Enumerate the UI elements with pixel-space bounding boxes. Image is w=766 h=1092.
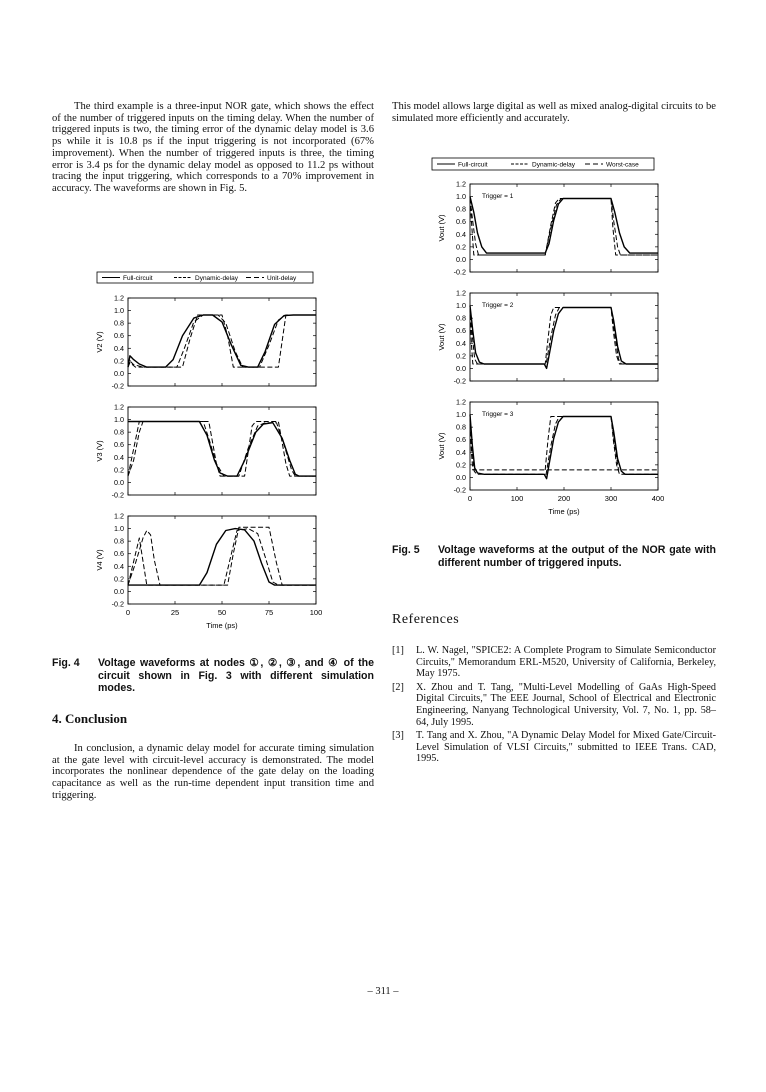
y-tick-label: 0.0 xyxy=(114,586,124,596)
y-tick-label: 0.2 xyxy=(114,574,124,584)
x-tick-label: 200 xyxy=(557,494,571,503)
x-tick-label: 0 xyxy=(125,608,131,617)
y-tick-label: 0.0 xyxy=(456,363,466,373)
series-line xyxy=(128,422,316,477)
y-tick-label: 0.0 xyxy=(456,472,466,482)
reference-item xyxy=(392,730,716,765)
y-tick-label: 1.2 xyxy=(456,288,466,298)
references-heading: References xyxy=(392,612,460,627)
y-tick-label: 0.6 xyxy=(114,549,124,559)
figure-4 xyxy=(80,268,340,648)
series-line xyxy=(128,422,316,477)
reference-number: [2] xyxy=(392,681,404,693)
chart-panel xyxy=(95,512,322,631)
y-tick-label: -0.2 xyxy=(111,490,124,500)
y-tick-label: 0.0 xyxy=(114,368,124,378)
y-tick-label: 0.8 xyxy=(114,318,124,328)
y-tick-label: 1.0 xyxy=(114,524,124,534)
y-tick-label: 0.6 xyxy=(114,440,124,450)
conclusion-section xyxy=(52,743,374,802)
series-line xyxy=(128,529,316,586)
y-tick-label: 0.8 xyxy=(114,536,124,546)
x-tick-label: 300 xyxy=(604,494,618,503)
series-line xyxy=(470,308,658,365)
y-tick-label: 0.2 xyxy=(456,460,466,470)
plot-frame xyxy=(128,516,316,604)
y-tick-label: 0.6 xyxy=(456,217,466,227)
series-line xyxy=(470,306,658,369)
x-tick-label: 100 xyxy=(309,608,323,617)
y-tick-label: -0.2 xyxy=(111,599,124,609)
x-tick-label: 400 xyxy=(651,494,665,503)
y-tick-label: 1.2 xyxy=(456,397,466,407)
y-tick-label: 1.0 xyxy=(114,415,124,425)
x-axis-label: Time (ps) xyxy=(548,507,580,516)
y-axis-label: V4 (V) xyxy=(95,549,104,571)
y-tick-label: 1.0 xyxy=(456,192,466,202)
figure-5-chart xyxy=(420,156,680,531)
panel-annotation: Trigger = 2 xyxy=(482,302,514,309)
x-tick-label: 25 xyxy=(170,608,180,617)
panel-annotation: Trigger = 1 xyxy=(482,193,514,200)
y-tick-label: -0.2 xyxy=(453,267,466,277)
y-axis-label: V2 (V) xyxy=(95,331,104,353)
x-tick-label: 0 xyxy=(467,494,473,503)
series-line xyxy=(128,315,316,367)
legend-label: Dynamic-delay xyxy=(195,275,238,282)
y-tick-label: 0.4 xyxy=(456,447,466,457)
series-line xyxy=(470,199,658,256)
y-tick-label: 0.4 xyxy=(114,452,124,462)
figure-4-chart xyxy=(80,268,340,648)
legend-label: Full-circuit xyxy=(123,275,153,282)
series-line xyxy=(470,199,658,256)
y-tick-label: 1.0 xyxy=(456,410,466,420)
reference-text: T. Tang and X. Zhou, "A Dynamic Delay Model for Mixed Gate/Circuit-Level Simulation of VLSI Circuits," submitted to IEEE Trans. CAD, 1995. xyxy=(416,730,716,765)
y-tick-label: 0.4 xyxy=(456,229,466,239)
figure-5-caption-text: Voltage waveforms at the output of the NOR gate with different number of triggered inputs. xyxy=(438,544,716,569)
y-tick-label: 0.4 xyxy=(114,343,124,353)
model-paragraph: This model allows large digital as well as mixed analog-digital circuits to be simulated more efficiently and accurately. xyxy=(392,101,716,124)
series-line xyxy=(470,197,658,254)
reference-item xyxy=(392,682,716,728)
y-tick-label: 0.2 xyxy=(114,356,124,366)
chart-panel xyxy=(437,289,658,386)
series-line xyxy=(128,422,316,477)
y-tick-label: 0.2 xyxy=(456,242,466,252)
conclusion-heading: 4. Conclusion xyxy=(52,711,128,726)
panel-annotation: Trigger = 3 xyxy=(482,411,514,418)
reference-number: [3] xyxy=(392,730,404,742)
reference-text: X. Zhou and T. Tang, "Multi-Level Modelling of GaAs High-Speed Digital Circuits," The EEE Journal, School of Electrical and Electronic Engineering, Nanyang Technological University, Vol. 7, No. 1, pp. 58–64, July 1995. xyxy=(416,681,716,728)
figure-4-caption-text: Voltage waveforms at nodes ①, ②, ③, and ④ of the circuit shown in Fig. 3 with different simulation modes. xyxy=(98,657,374,695)
figure-5 xyxy=(420,156,680,531)
chart-panel xyxy=(437,398,664,517)
series-line xyxy=(545,417,618,470)
y-tick-label: 0.4 xyxy=(114,561,124,571)
series-line xyxy=(470,308,658,365)
y-tick-label: 0.6 xyxy=(456,326,466,336)
y-tick-label: 1.0 xyxy=(114,306,124,316)
left-column-paragraph xyxy=(52,101,374,195)
x-axis-label: Time (ps) xyxy=(206,621,238,630)
series-line xyxy=(470,417,658,475)
references-list xyxy=(392,645,716,767)
y-axis-label: Vout (V) xyxy=(437,432,446,460)
x-tick-label: 100 xyxy=(510,494,524,503)
legend-label: Worst-case xyxy=(606,161,639,169)
y-tick-label: 0.4 xyxy=(456,338,466,348)
chart-panel xyxy=(95,403,316,500)
legend-label: Dynamic-delay xyxy=(532,161,575,169)
figure-5-caption xyxy=(392,544,716,569)
legend-label: Unit-delay xyxy=(267,275,297,282)
y-tick-label: 0.6 xyxy=(114,331,124,341)
y-axis-label: Vout (V) xyxy=(437,323,446,351)
x-tick-label: 50 xyxy=(217,608,227,617)
y-tick-label: 0.0 xyxy=(114,477,124,487)
y-axis-label: V3 (V) xyxy=(95,440,104,462)
plot-frame xyxy=(128,407,316,495)
series-line xyxy=(470,417,658,470)
y-tick-label: -0.2 xyxy=(453,485,466,495)
page-number: – 311 – xyxy=(367,986,399,997)
reference-item xyxy=(392,645,716,680)
reference-number: [1] xyxy=(392,645,404,656)
y-tick-label: 1.0 xyxy=(456,301,466,311)
y-tick-label: 0.8 xyxy=(456,204,466,214)
y-axis-label: Vout (V) xyxy=(437,214,446,242)
y-tick-label: 0.2 xyxy=(456,351,466,361)
conclusion-paragraph: In conclusion, a dynamic delay model for accurate timing simulation at the gate level with circuit-level accuracy is demonstrated. The model incorporates the nonlinear dependence of the gate delay on the loading capacitance as well as the run-time dependent input transition time and triggering. xyxy=(52,743,374,801)
y-tick-label: -0.2 xyxy=(453,376,466,386)
figure-5-caption-label: Fig. 5 xyxy=(392,544,420,556)
figure-4-caption xyxy=(52,657,374,695)
y-tick-label: 1.2 xyxy=(114,293,124,303)
x-tick-label: 75 xyxy=(264,608,274,617)
y-tick-label: 0.8 xyxy=(456,422,466,432)
plot-frame xyxy=(128,298,316,386)
y-tick-label: 1.2 xyxy=(456,179,466,189)
y-tick-label: 0.6 xyxy=(456,435,466,445)
chart-panel xyxy=(95,294,316,391)
figure-4-caption-label: Fig. 4 xyxy=(52,657,80,669)
y-tick-label: -0.2 xyxy=(111,381,124,391)
y-tick-label: 0.8 xyxy=(456,313,466,323)
y-tick-label: 0.8 xyxy=(114,427,124,437)
right-column-paragraph xyxy=(392,101,716,124)
legend-label: Full-circuit xyxy=(458,161,488,169)
y-tick-label: 1.2 xyxy=(114,511,124,521)
chart-panel xyxy=(437,180,658,277)
intro-paragraph: The third example is a three-input NOR gate, which shows the effect of the number of triggered inputs on the timing delay. When the number of triggered inputs is two, the timing error of the dynamic delay model is 3.6 ps while it is 10.8 ps if the input triggering is not incorporated (67% improvement). When the number of triggered inputs is three, the timing error is 3.4 ps for the dynamic delay model as opposed to 11.2 ps without tracing the input triggering, which corresponds to a 70% improvement in accuracy. The waveforms are shown in Fig. 5. xyxy=(52,101,374,194)
reference-text: L. W. Nagel, "SPICE2: A Complete Program to Simulate Semiconductor Circuits," Memorandum ERL-M520, University of California, Berkeley, May 1975. xyxy=(416,645,716,680)
series-line xyxy=(470,415,658,479)
y-tick-label: 0.2 xyxy=(114,465,124,475)
y-tick-label: 0.0 xyxy=(456,254,466,264)
y-tick-label: 1.2 xyxy=(114,402,124,412)
